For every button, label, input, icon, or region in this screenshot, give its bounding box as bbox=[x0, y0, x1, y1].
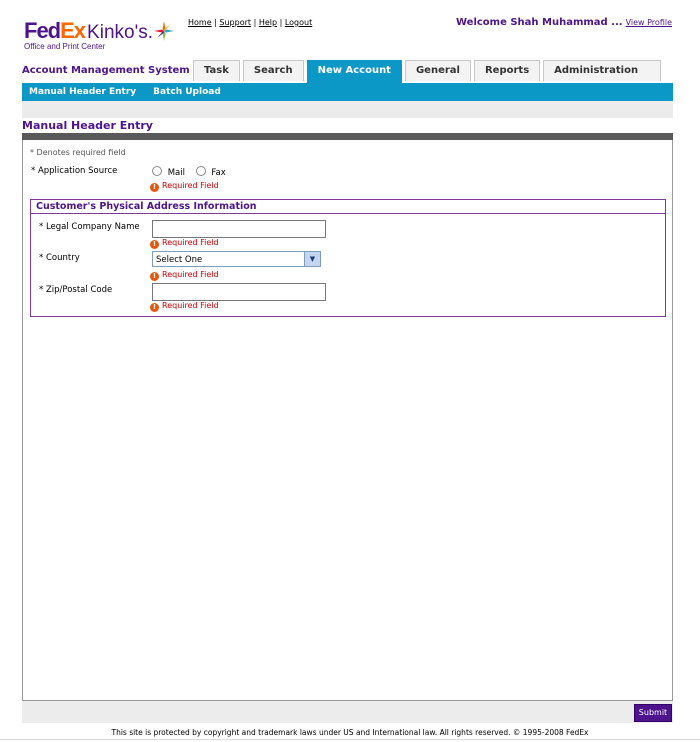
kinkos-star-icon bbox=[152, 19, 176, 43]
title-divider bbox=[22, 133, 673, 140]
logo-fed: Fed bbox=[24, 18, 61, 43]
country-error bbox=[150, 270, 219, 281]
top-links: Home | Support | Help | Logout bbox=[188, 18, 313, 27]
error-icon: ! bbox=[150, 272, 159, 281]
error-text: Required Field bbox=[162, 238, 219, 247]
error-icon: ! bbox=[150, 240, 159, 249]
tab-search[interactable]: Search bbox=[243, 60, 304, 81]
subnav-manual-header-entry[interactable]: Manual Header Entry bbox=[29, 87, 137, 97]
submit-button[interactable]: Submit bbox=[634, 704, 672, 722]
footer-divider bbox=[0, 739, 700, 740]
fax-radio-label: Fax bbox=[211, 168, 226, 178]
support-link[interactable]: Support bbox=[219, 18, 252, 27]
application-source-error bbox=[150, 181, 219, 192]
fax-radio[interactable] bbox=[196, 166, 206, 176]
physical-address-section bbox=[30, 199, 666, 317]
welcome-text: Welcome Shah Muhammad ... bbox=[455, 17, 623, 28]
help-link[interactable]: Help bbox=[258, 18, 278, 27]
mail-radio[interactable] bbox=[152, 166, 162, 176]
country-selected-value: Select One bbox=[156, 255, 203, 265]
logo-subtitle: Office and Print Center bbox=[24, 42, 106, 51]
error-text: Required Field bbox=[162, 181, 219, 190]
error-text: Required Field bbox=[162, 270, 219, 279]
page-title: Manual Header Entry bbox=[22, 119, 153, 132]
system-title: Account Management System bbox=[22, 65, 190, 76]
submit-bar bbox=[22, 701, 673, 723]
zip-input[interactable] bbox=[152, 283, 326, 301]
tab-reports[interactable]: Reports bbox=[474, 60, 540, 81]
country-label: * Country bbox=[39, 253, 80, 263]
error-text: Required Field bbox=[162, 301, 219, 310]
logo-ex: Ex bbox=[60, 18, 86, 43]
fedex-kinkos-logo bbox=[24, 18, 184, 51]
section-title: Customer's Physical Address Information bbox=[31, 200, 665, 214]
country-select[interactable] bbox=[152, 251, 321, 267]
company-name-error bbox=[150, 238, 219, 249]
logo-kinkos: Kinko's. bbox=[87, 22, 153, 43]
tab-new-account[interactable]: New Account bbox=[307, 60, 402, 83]
application-source-label: * Application Source bbox=[31, 166, 118, 176]
chevron-down-icon[interactable]: ▼ bbox=[304, 252, 320, 266]
mail-radio-label: Mail bbox=[167, 168, 185, 178]
subnav-batch-upload[interactable]: Batch Upload bbox=[153, 87, 221, 97]
required-note: * Denotes required field bbox=[30, 148, 126, 157]
zip-error bbox=[150, 301, 219, 312]
tab-administration[interactable]: Administration bbox=[543, 60, 661, 81]
error-icon: ! bbox=[150, 303, 159, 312]
sub-navigation bbox=[22, 83, 673, 101]
error-icon: ! bbox=[150, 183, 159, 192]
company-name-input[interactable] bbox=[152, 220, 326, 238]
company-name-label: * Legal Company Name bbox=[39, 222, 140, 232]
main-tabs bbox=[193, 60, 664, 82]
tab-general[interactable]: General bbox=[405, 60, 471, 81]
welcome-message bbox=[456, 17, 672, 28]
application-source-options bbox=[152, 166, 226, 178]
view-profile-link[interactable]: View Profile bbox=[625, 18, 672, 27]
tab-task[interactable]: Task bbox=[193, 60, 240, 81]
copyright-footer: This site is protected by copyright and trademark laws under US and International law. All rights reserved. © 1995-2008 FedEx bbox=[111, 728, 589, 737]
home-link[interactable]: Home bbox=[188, 18, 212, 27]
spacer-bar bbox=[22, 101, 673, 118]
logout-link[interactable]: Logout bbox=[284, 18, 313, 27]
zip-label: * Zip/Postal Code bbox=[39, 285, 113, 295]
